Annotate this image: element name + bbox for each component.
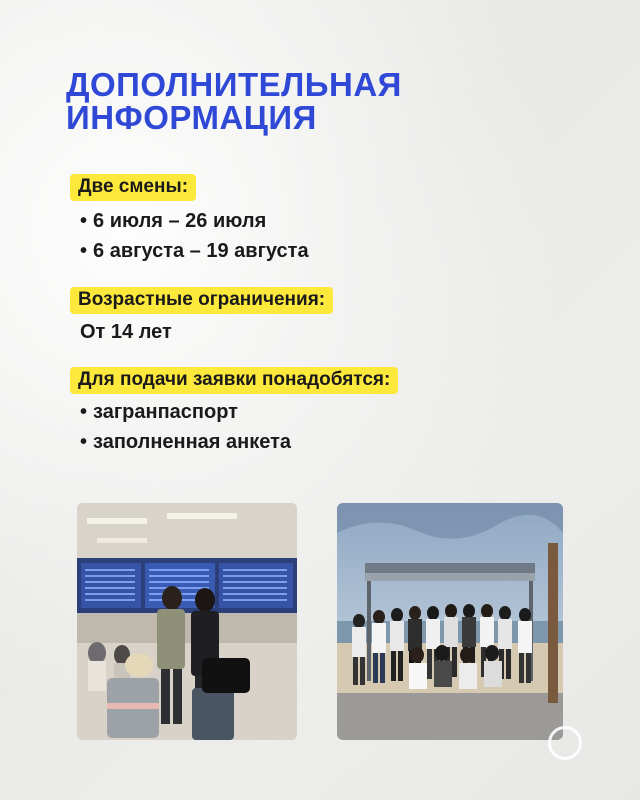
age-heading: Возрастные ограничения: xyxy=(70,287,333,314)
shifts-heading: Две смены: xyxy=(70,174,196,201)
application-heading: Для подачи заявки понадобятся: xyxy=(70,367,398,394)
application-item-1: • загранпаспорт xyxy=(80,400,238,424)
group-beach-photo xyxy=(337,503,563,740)
shift-item-1: • 6 июля – 26 июля xyxy=(80,209,266,233)
page-title-line-2: ИНФОРМАЦИЯ xyxy=(66,99,317,136)
page-title-line-1: ДОПОЛНИТЕЛЬНАЯ xyxy=(66,66,402,103)
airport-photo xyxy=(77,503,297,740)
shift-item-2: • 6 августа – 19 августа xyxy=(80,239,309,263)
page-title xyxy=(66,68,402,134)
age-value: От 14 лет xyxy=(80,321,172,343)
decorative-ring-icon xyxy=(548,726,582,760)
application-item-2: • заполненная анкета xyxy=(80,430,291,454)
